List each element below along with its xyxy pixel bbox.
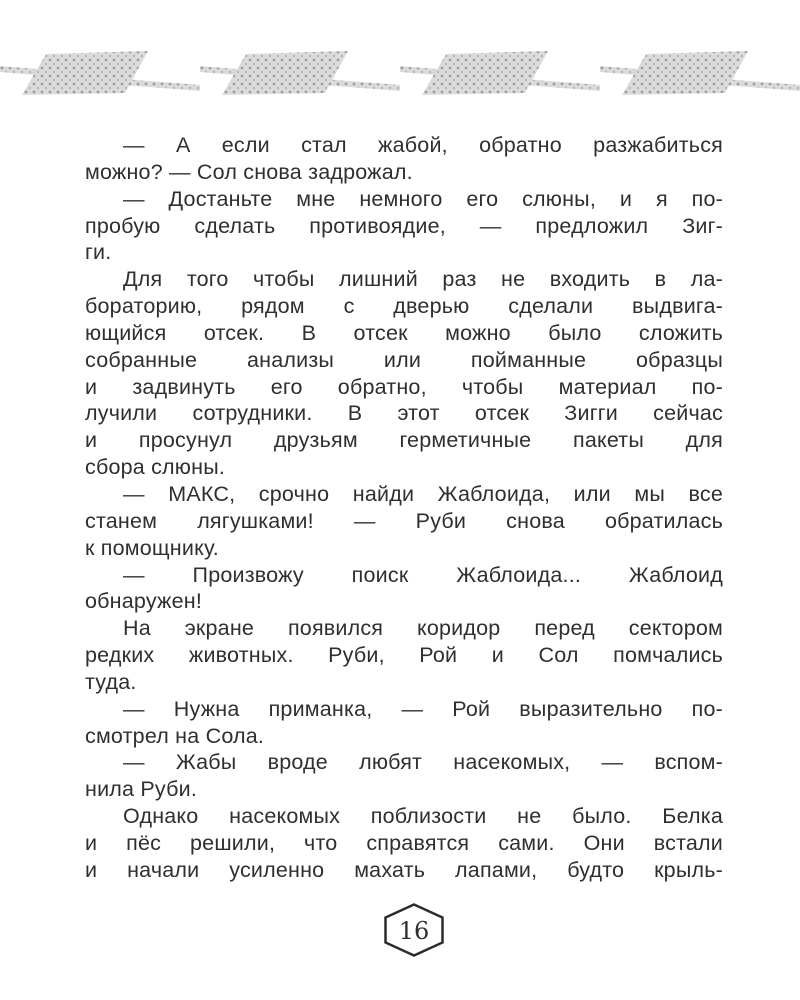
text-line: обнаружен!: [85, 589, 202, 614]
text-line: — Нужна приманка, — Рой выразительно по-: [123, 696, 723, 721]
text-line: собранные анализы или пойманные образцы: [85, 347, 723, 372]
text-line: к помощнику.: [85, 535, 219, 560]
text-line: туда.: [85, 669, 137, 694]
zigzag-divider-icon: [0, 50, 800, 96]
text-line: — Произвожу поиск Жаблоида... Жаблоид: [123, 562, 723, 587]
text-line: ющийся отсек. В отсек можно было сложить: [85, 320, 723, 345]
text-line: станем лягушками! — Руби снова обратилась: [85, 508, 723, 533]
text-line: нила Руби.: [85, 777, 197, 802]
page-number-badge: [384, 903, 444, 957]
text-block: [85, 132, 723, 884]
text-line: редких животных. Руби, Рой и Сол помчались: [85, 643, 723, 668]
text-line: пробую сделать противоядие, — предложил Зиг-: [85, 213, 723, 238]
text-line: Однако насекомых поблизости не было. Белка: [123, 804, 723, 829]
text-line: и пёс решили, что справятся сами. Они встали: [85, 830, 723, 855]
text-line: На экране появился коридор перед сектором: [123, 616, 723, 641]
text-line: — А если стал жабой, обратно разжабиться: [123, 133, 723, 157]
text-line: Для того чтобы лишний раз не входить в ла-: [123, 267, 723, 292]
text-line: и просунул друзьям герметичные пакеты для: [85, 428, 723, 453]
text-line: бораторию, рядом с дверью сделали выдвига-: [85, 294, 723, 319]
text-line: и задвинуть его обратно, чтобы материал по-: [85, 374, 723, 399]
page-number: 16: [398, 916, 430, 945]
text-line: — МАКС, срочно найди Жаблоида, или мы все: [123, 481, 723, 506]
text-line: ги.: [85, 240, 112, 265]
text-line: лучили сотрудники. В этот отсек Зигги сейчас: [85, 401, 723, 426]
text-line: можно? — Сол снова задрожал.: [85, 159, 413, 184]
text-line: сбора слюны.: [85, 455, 226, 480]
text-line: смотрел на Сола.: [85, 723, 265, 748]
text-line: и начали усиленно махать лапами, будто крыль-: [85, 857, 723, 882]
text-line: — Достаньте мне немного его слюны, и я по-: [123, 186, 723, 211]
text-line: — Жабы вроде любят насекомых, — вспом-: [123, 750, 723, 775]
